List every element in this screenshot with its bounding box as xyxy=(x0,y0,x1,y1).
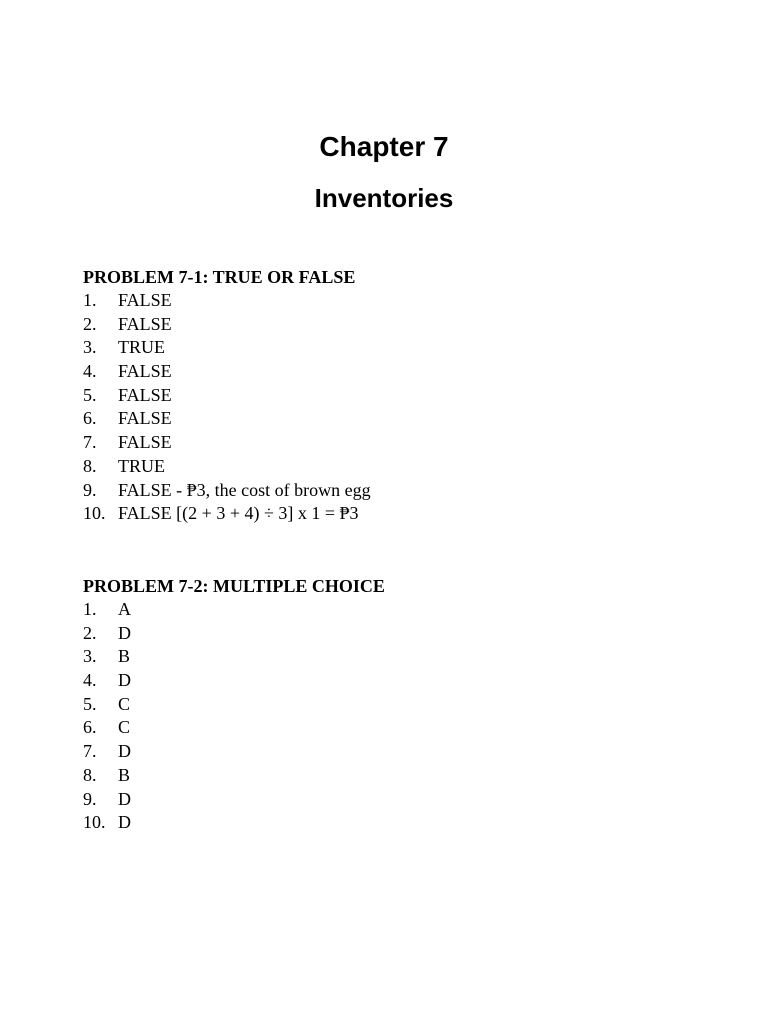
answer-number: 9. xyxy=(83,479,97,500)
answer-number: 7. xyxy=(83,741,97,762)
answer-item xyxy=(83,289,703,313)
answer-item xyxy=(83,384,703,408)
answer-text: B xyxy=(118,764,131,785)
answer-list xyxy=(83,289,703,526)
answer-item xyxy=(83,360,703,384)
answer-item xyxy=(83,479,703,503)
answer-text: FALSE xyxy=(118,361,172,382)
answer-text: D xyxy=(118,812,131,833)
answer-text: FALSE xyxy=(118,432,172,453)
answer-text: FALSE xyxy=(118,384,172,405)
answer-text: FALSE xyxy=(118,290,172,310)
answer-number: 1. xyxy=(83,599,97,619)
answer-item xyxy=(83,407,703,431)
answer-item xyxy=(83,336,703,360)
answer-text: D xyxy=(118,741,131,762)
chapter-title: Inventories xyxy=(314,183,454,213)
answer-number: 7. xyxy=(83,432,97,453)
answer-item xyxy=(83,598,703,622)
answer-text: FALSE xyxy=(118,313,172,334)
problem-7-1-section xyxy=(83,265,703,526)
answer-text: FALSE [(2 + 3 + 4) ÷ 3] x 1 = ₱3 xyxy=(118,503,359,524)
answer-number: 9. xyxy=(83,788,97,809)
answer-text: D xyxy=(118,670,131,691)
answer-text: TRUE xyxy=(118,337,165,358)
answer-text: C xyxy=(118,717,131,738)
answer-number: 2. xyxy=(83,313,97,334)
answer-item xyxy=(83,455,703,479)
answer-number: 1. xyxy=(83,290,97,310)
answer-item xyxy=(83,788,703,812)
answer-number: 8. xyxy=(83,455,97,476)
section-heading: PROBLEM 7-1: TRUE OR FALSE xyxy=(83,267,356,287)
answer-number: 2. xyxy=(83,622,97,643)
answer-item xyxy=(83,740,703,764)
answer-text: C xyxy=(118,693,131,714)
chapter-heading: Chapter 7 xyxy=(319,131,449,162)
answer-number: 4. xyxy=(83,670,97,691)
answer-number: 5. xyxy=(83,693,97,714)
answer-item xyxy=(83,313,703,337)
answer-number: 10. xyxy=(83,503,106,524)
answer-item xyxy=(83,693,703,717)
answer-text: D xyxy=(118,788,131,809)
answer-number: 5. xyxy=(83,384,97,405)
answer-number: 8. xyxy=(83,764,97,785)
answer-number: 3. xyxy=(83,337,97,358)
answer-item xyxy=(83,431,703,455)
answer-list xyxy=(83,598,703,835)
section-heading: PROBLEM 7-2: MULTIPLE CHOICE xyxy=(83,576,385,596)
answer-number: 10. xyxy=(83,812,106,833)
answer-text: D xyxy=(118,622,131,643)
answer-text: B xyxy=(118,646,131,667)
answer-item xyxy=(83,669,703,693)
answer-text: TRUE xyxy=(118,455,165,476)
problem-7-2-section xyxy=(83,574,703,835)
answer-item xyxy=(83,502,703,526)
answer-number: 4. xyxy=(83,361,97,382)
answer-number: 3. xyxy=(83,646,97,667)
answer-item xyxy=(83,764,703,788)
answer-item xyxy=(83,716,703,740)
answer-number: 6. xyxy=(83,408,97,429)
answer-text: A xyxy=(118,599,131,619)
answer-item xyxy=(83,622,703,646)
answer-text: FALSE xyxy=(118,408,172,429)
answer-item xyxy=(83,811,703,835)
answer-item xyxy=(83,645,703,669)
answer-text: FALSE - ₱3, the cost of brown egg xyxy=(118,479,371,500)
answer-number: 6. xyxy=(83,717,97,738)
